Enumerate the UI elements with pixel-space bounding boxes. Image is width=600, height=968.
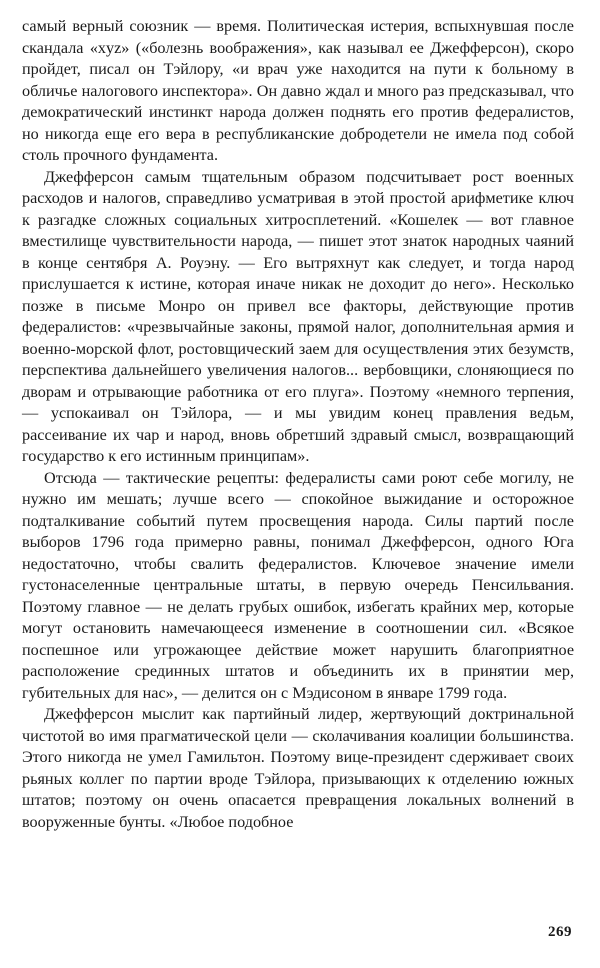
page-number: 269 (548, 924, 572, 940)
paragraph-1: самый верный союзник — время. Политическая истерия, вспыхнувшая после скандала «xyz» («болезнь воображения», как называл ее Джефферсон), скоро пройдет, писал он Тэйлору, «и врач уже находится на пути к больному в обличье налогового инспектора». Он давно ждал и много раз предсказывал, что демократический инстинкт народа должен поднять его против федералистов, но никогда еще его вера в республиканские добродетели не имела под собой столь прочного фундамента. (22, 17, 574, 164)
paragraph-2: Джефферсон самым тщательным образом подсчитывает рост военных расходов и налогов, справедливо усматривая в этой простой арифметике ключ к разгадке сложных социальных хитросплетений. «Кошелек — вот главное вместилище чувствительности народа, — пишет этот знаток народных чаяний в конце сентября А. Роуэну. — Его вытряхнут как следует, и тогда народ прислушается к истине, которая иначе никак не доходит до него». Несколько позже в письме Монро он привел все факторы, действующие против федералистов: «чрезвычайные законы, прямой налог, дополнительная армия и военно-морской флот, ростовщический заем для осуществления этих безумств, перспектива дальнейшего увеличения налогов... вербовщики, слоняющиеся по дворам и отрывающие работника от его плуга». Поэтому «немного терпения, — успокаивал он Тэйлора, — и мы увидим конец правления ведьм, рассеивание их чар и народ, вновь обретший здравый смысл, возвращающий государство к его истинным принципам». (22, 167, 574, 465)
book-page (22, 16, 574, 833)
paragraph-4: Джефферсон мыслит как партийный лидер, жертвующий доктринальной чистотой во имя прагматической цели — сколачивания коалиции большинства. Этого никогда не умел Гамильтон. Поэтому вице-президент сдерживает своих рьяных коллег по партии вроде Тэйлора, призывающих к отделению южных штатов; поэтому он очень опасается превращения локальных волнений в вооруженные бунты. «Любое подобное (22, 705, 574, 831)
paragraph-3: Отсюда — тактические рецепты: федералисты сами роют себе могилу, не нужно им мешать; лучше всего — спокойное выжидание и осторожное подталкивание событий путем просвещения народа. Силы партий после выборов 1796 года примерно равны, понимал Джефферсон, одного Юга недостаточно, чтобы свалить федералистов. Ключевое значение имели густонаселенные центральные штаты, в первую очередь Пенсильвания. Поэтому главное — не делать грубых ошибок, избегать крайних мер, которые могут остановить намечающееся изменение в соотношении сил. «Всякое поспешное или угрожающее действие может нарушить благоприятное расположение срединных штатов и объединить их в принятии мер, губительных для нас», — делится он с Мэдисоном в январе 1799 года. (22, 468, 574, 702)
